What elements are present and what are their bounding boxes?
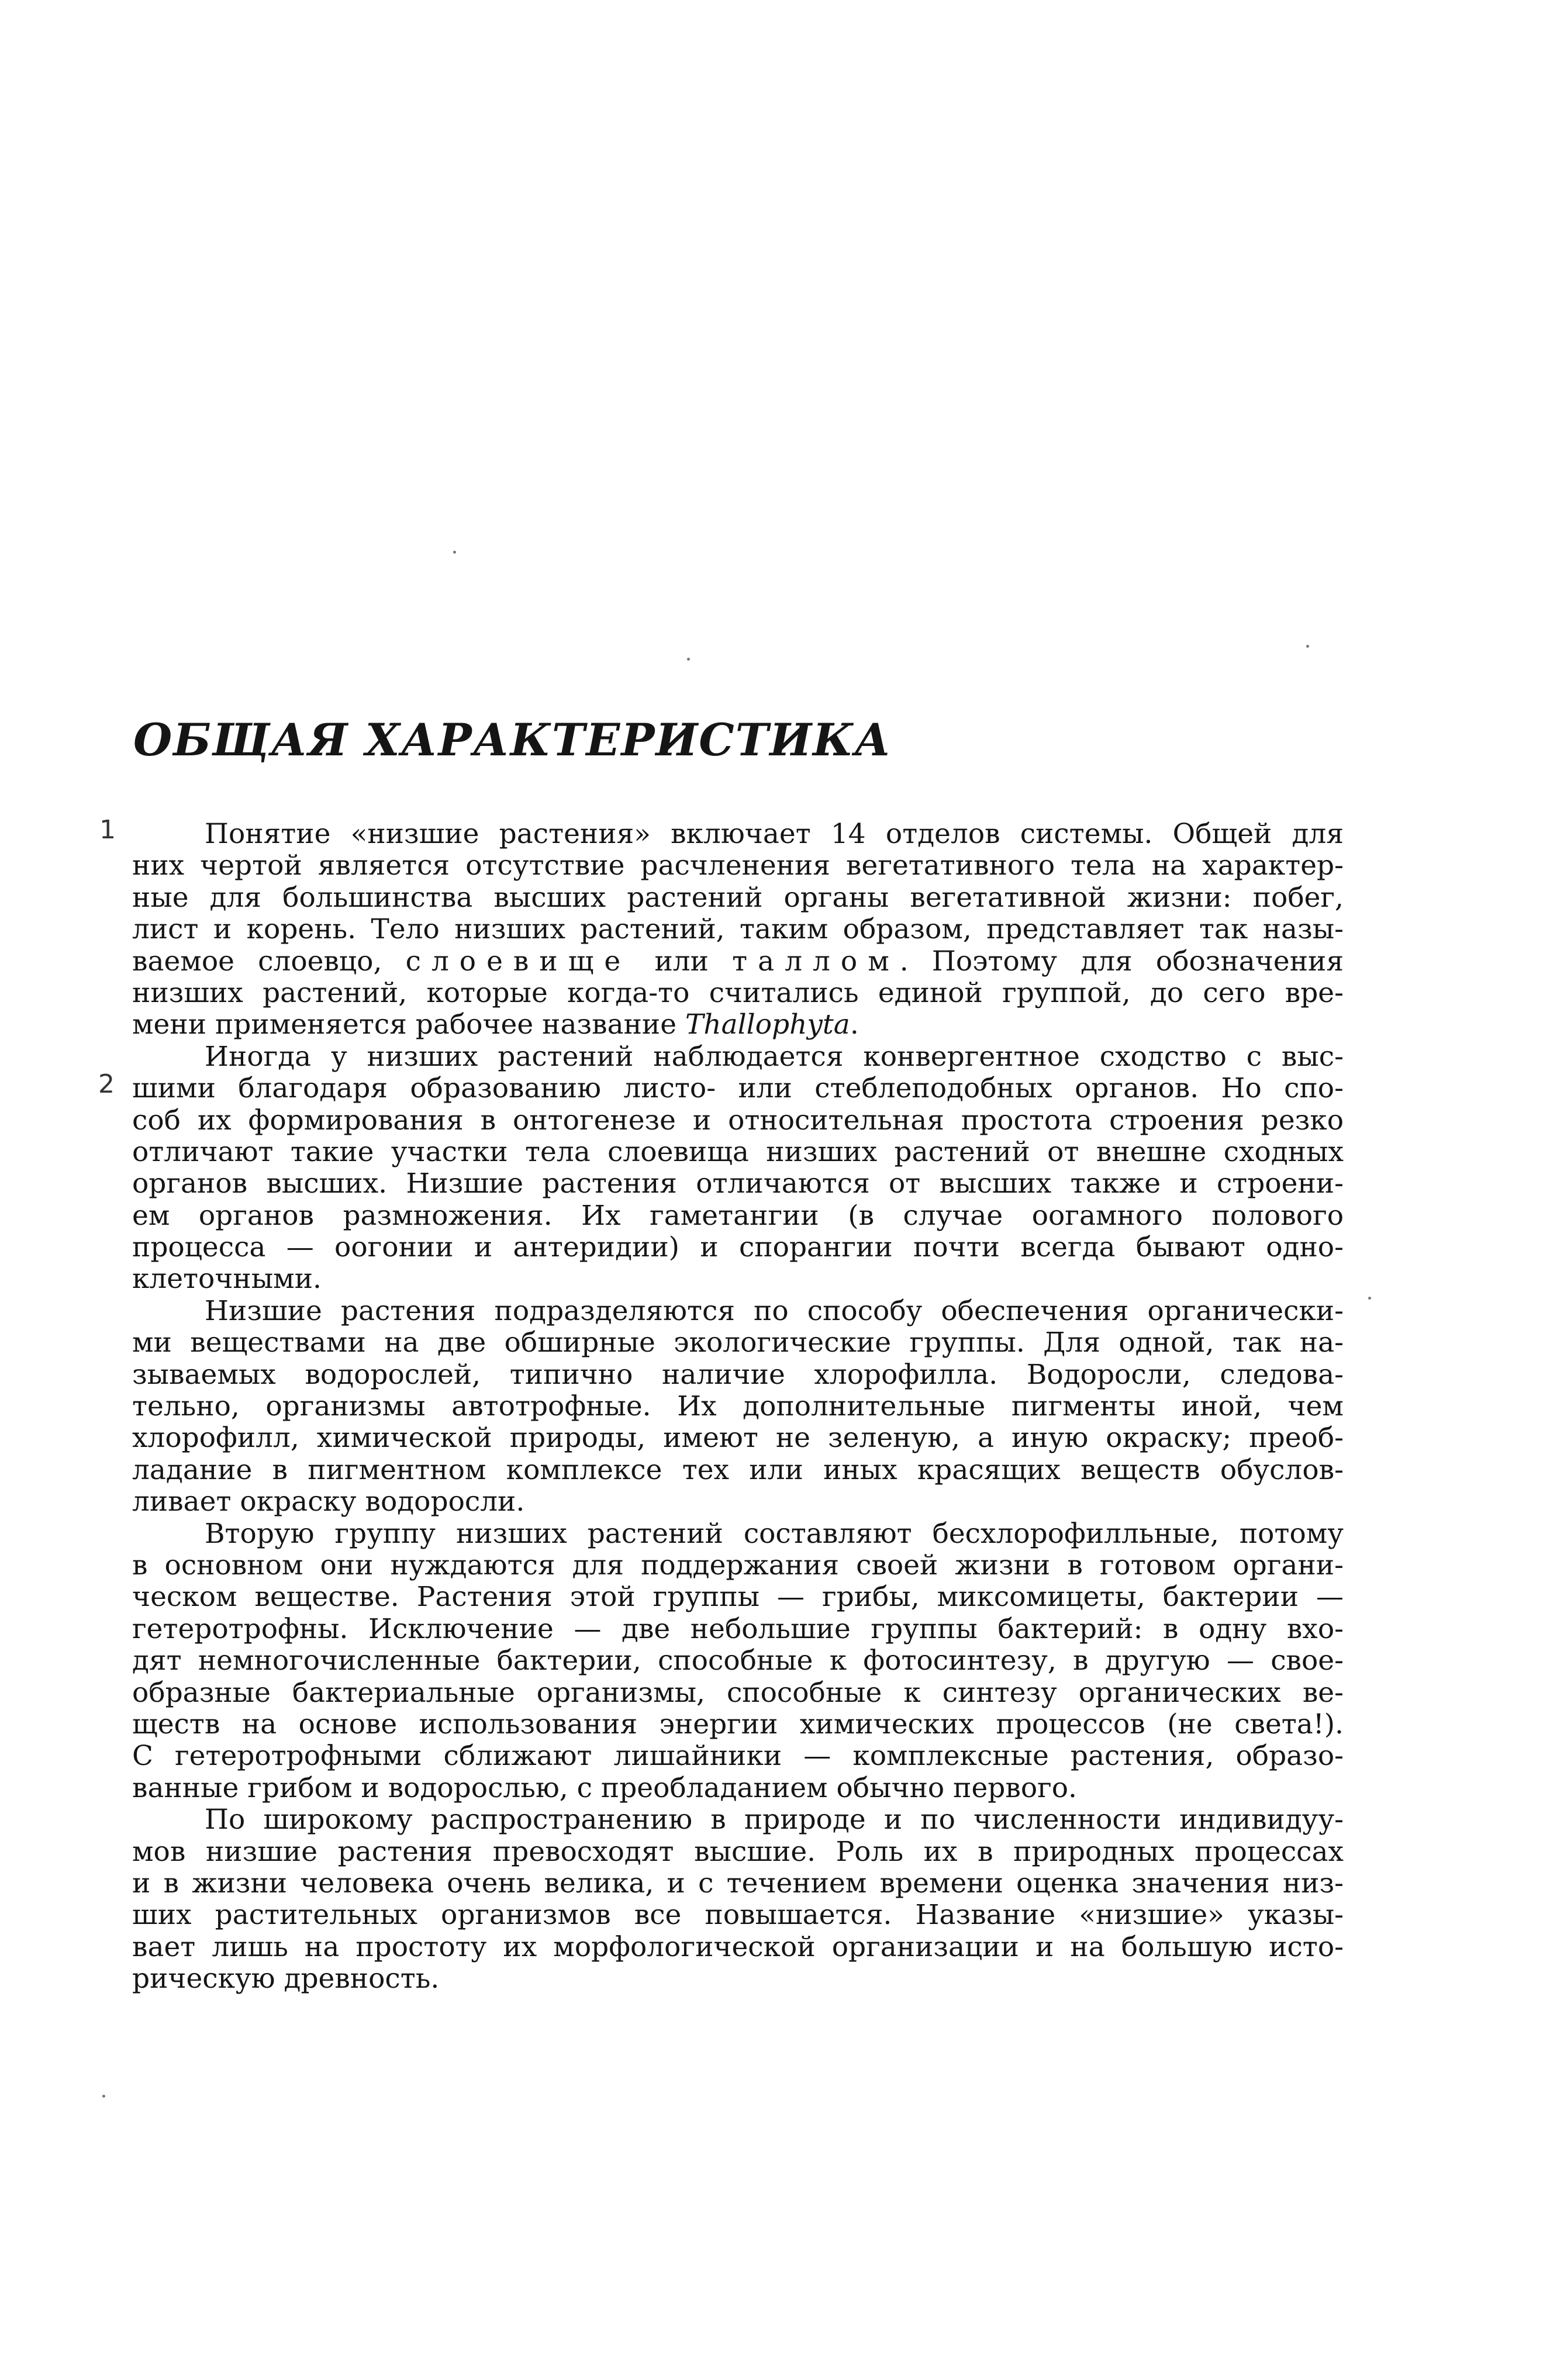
scan-speck: [102, 2095, 105, 2098]
latin-term-thallophyta: Thallophyta: [685, 1008, 850, 1041]
paragraph-4-line-5: дят немногочисленные бактерии, способные к фотосинтезу, в другую — свое-: [132, 1645, 1344, 1677]
paragraph-1-line-2: них чертой является отсутствие расчленения вегетативного тела на характер-: [132, 849, 1344, 882]
paragraph-1-line-3: ные для большинства высших растений органы вегетативной жизни: побег,: [132, 881, 1344, 914]
paragraph-1-line-5: [132, 946, 1344, 977]
scan-speck: [1306, 645, 1309, 648]
scan-speck: [1368, 1297, 1371, 1300]
margin-mark-1: 1: [99, 815, 116, 845]
paragraph-1-line-5-end: . Поэтому для обозначения: [899, 945, 1344, 977]
paragraph-3-line-7: ливает окраску водоросли.: [132, 1486, 525, 1518]
paragraph-2-line-5: органов высших. Низшие растения отличаются от высших также и строени-: [132, 1167, 1344, 1200]
paragraph-4-line-2: в основном они нуждаются для поддержания своей жизни в готовом органи-: [132, 1549, 1344, 1581]
paragraph-3-line-5: хлорофилл, химической природы, имеют не зеленую, а иную окраску; преоб-: [132, 1422, 1344, 1455]
paragraph-2-line-4: отличают такие участки тела слоевища низших растений от внешне сходных: [132, 1135, 1344, 1168]
paragraph-5-line-5: вает лишь на простоту их морфологической организации и на большую исто-: [132, 1930, 1344, 1963]
scan-speck: [687, 658, 690, 661]
paragraph-4-line-6: образные бактериальные организмы, способные к синтезу органических ве-: [132, 1676, 1344, 1709]
paragraph-3-line-3: зываемых водорослей, типично наличие хлорофилла. Водоросли, следова-: [132, 1358, 1344, 1391]
paragraph-4-line-7: ществ на основе использования энергии химических процессов (не света!).: [132, 1708, 1344, 1740]
paragraph-4-line-3: ческом веществе. Растения этой группы — грибы, миксомицеты, бактерии —: [132, 1581, 1344, 1614]
spaced-term-tallom: таллом: [732, 945, 900, 977]
section-heading: ОБЩАЯ ХАРАКТЕРИСТИКА: [133, 714, 892, 766]
spaced-term-sloevishche: слоевище: [405, 945, 631, 977]
paragraph-2-line-7: процесса — оогонии и антеридии) и спорангии почти всегда бывают одно-: [132, 1231, 1344, 1264]
paragraph-5-line-3: и в жизни человека очень велика, и с течением времени оценка значения низ-: [132, 1867, 1344, 1899]
paragraph-5-line-6: рическую древность.: [132, 1963, 440, 1995]
paragraph-2-line-3: соб их формирования в онтогенезе и относительная простота строения резко: [132, 1104, 1344, 1137]
paragraph-2-line-8: клеточными.: [132, 1263, 322, 1296]
paragraph-4-line-4: гетеротрофны. Исключение — две небольшие группы бактерий: в одну вхо-: [132, 1612, 1344, 1645]
paragraph-3-line-2: ми веществами на две обширные экологические группы. Для одной, так на-: [132, 1327, 1344, 1359]
paragraph-2-line-6: ем органов размножения. Их гаметангии (в случае оогамного полового: [132, 1199, 1344, 1232]
paragraph-3-line-6: ладание в пигментном комплексе тех или иных красящих веществ обуслов-: [132, 1453, 1344, 1486]
paragraph-1-line-5-start: ваемое слоевцо,: [132, 945, 406, 977]
body-text: [132, 818, 1344, 1995]
paragraph-3-line-4: тельно, организмы автотрофные. Их дополнительные пигменты иной, чем: [132, 1390, 1344, 1423]
paragraph-4-line-8: С гетеротрофными сближают лишайники — комплексные растения, образо-: [132, 1740, 1344, 1773]
paragraph-3-line-1: Низшие растения подразделяются по способу обеспечения органически-: [205, 1294, 1344, 1327]
paragraph-5-line-4: ших растительных организмов все повышается. Название «низшие» указы-: [132, 1899, 1344, 1932]
paragraph-1-line-7-start: мени применяется рабочее название: [132, 1008, 685, 1041]
paragraph-1-line-7: [132, 1009, 1344, 1041]
scan-speck: [453, 551, 456, 554]
paragraph-2-line-1: Иногда у низших растений наблюдается конвергентное сходство с выс-: [205, 1040, 1344, 1073]
paragraph-5-line-2: мов низшие растения превосходят высшие. Роль их в природных процессах: [132, 1835, 1344, 1868]
paragraph-4-line-1: Вторую группу низших растений составляют бесхлорофилльные, потому: [205, 1517, 1344, 1550]
paragraph-1-or-word: или: [631, 945, 733, 977]
paragraph-2-line-2: шими благодаря образованию листо- или стеблеподобных органов. Но спо-: [132, 1072, 1344, 1105]
paragraph-1-line-1: Понятие «низшие растения» включает 14 отделов системы. Общей для: [205, 818, 1344, 850]
paragraph-1-line-4: лист и корень. Тело низших растений, таким образом, представляет так назы-: [132, 913, 1344, 946]
margin-mark-2: 2: [98, 1069, 115, 1099]
paragraph-1-line-6: низших растений, которые когда-то считались единой группой, до сего вре-: [132, 976, 1344, 1009]
paragraph-5-line-1: По широкому распространению в природе и по численности индивидуу-: [205, 1804, 1344, 1836]
paragraph-1-line-7-end: .: [850, 1008, 859, 1041]
paragraph-4-line-9: ванные грибом и водорослью, с преобладанием обычно первого.: [132, 1771, 1077, 1804]
